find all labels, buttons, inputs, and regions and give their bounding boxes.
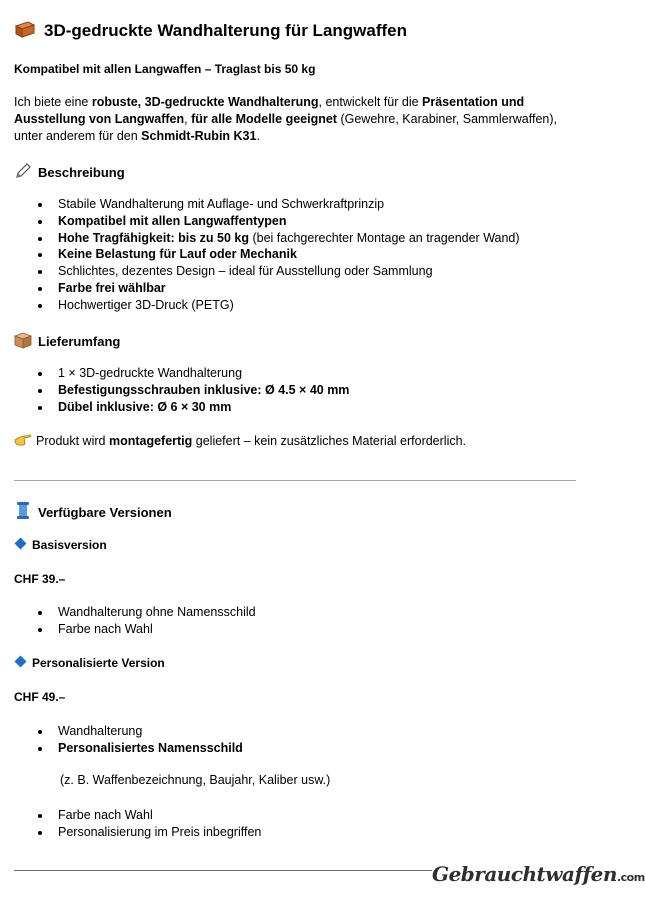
basis-list (14, 604, 256, 638)
lieferumfang-list (14, 365, 349, 415)
section-heading: Beschreibung (38, 165, 125, 180)
pencil-icon (14, 162, 32, 183)
personal-list-b (14, 807, 261, 841)
list-item: Personalisiertes Namensschild (14, 740, 243, 757)
package-icon (14, 331, 32, 352)
personal-list-a (14, 723, 243, 757)
delivery-note (14, 432, 466, 449)
title-row (14, 20, 407, 41)
price-personal: CHF 49.– (14, 690, 66, 704)
list-item: Hochwertiger 3D-Druck (PETG) (14, 297, 520, 314)
diamond-icon (14, 537, 27, 553)
list-item: 1 × 3D-gedruckte Wandhalterung (14, 365, 349, 382)
list-item: Wandhalterung (14, 723, 243, 740)
section-versionen (14, 501, 172, 524)
list-item: Befestigungsschrauben inklusive: Ø 4.5 × 40 mm (14, 382, 349, 399)
section-heading: Verfügbare Versionen (38, 505, 172, 520)
list-item: Farbe nach Wahl (14, 621, 256, 638)
intro-paragraph: Ich biete eine robuste, 3D-gedruckte Wandhalterung, entwickelt für die Präsentation und Ausstellung von Langwaffen, für alle Modelle geeignet (Gewehre, Karabiner, Sammlerwaffen), unter anderem für den Schmidt-Rubin K31. (14, 95, 557, 143)
brick-icon (14, 20, 36, 41)
list-item: Keine Belastung für Lauf oder Mechanik (14, 246, 520, 263)
list-item: Wandhalterung ohne Namensschild (14, 604, 256, 621)
diamond-icon (14, 655, 27, 671)
list-item: Hohe Tragfähigkeit: bis zu 50 kg (bei fachgerechter Montage an tragender Wand) (14, 230, 520, 247)
section-lieferumfang (14, 331, 120, 352)
footer-line (14, 870, 432, 871)
section-beschreibung (14, 162, 125, 183)
note-text: Produkt wird montagefertig geliefert – kein zusätzliches Material erforderlich. (36, 433, 467, 448)
beschreibung-list (14, 196, 520, 314)
list-item: Kompatibel mit allen Langwaffentypen (14, 213, 520, 230)
divider (14, 480, 576, 481)
version-basis-heading: Basisversion (14, 537, 107, 553)
section-heading: Lieferumfang (38, 334, 121, 349)
list-item: Dübel inklusive: Ø 6 × 30 mm (14, 399, 349, 416)
spool-icon (14, 501, 32, 524)
page-title: 3D-gedruckte Wandhalterung für Langwaffen (44, 20, 408, 40)
list-item: Farbe nach Wahl (14, 807, 261, 824)
price-basis: CHF 39.– (14, 572, 66, 586)
subtitle: Kompatibel mit allen Langwaffen – Traglast bis 50 kg (14, 62, 316, 76)
list-item: Stabile Wandhalterung mit Auflage- und Schwerkraftprinzip (14, 196, 520, 213)
version-personal-heading: Personalisierte Version (14, 655, 165, 671)
list-item: Personalisierung im Preis inbegriffen (14, 824, 261, 841)
example-note: (z. B. Waffenbezeichnung, Baujahr, Kaliber usw.) (60, 773, 331, 787)
footer-logo: Gebrauchtwaffen.com (432, 862, 645, 886)
list-item: Schlichtes, dezentes Design – ideal für Ausstellung oder Sammlung (14, 263, 520, 280)
pointing-hand-icon (14, 432, 32, 449)
list-item: Farbe frei wählbar (14, 280, 520, 297)
